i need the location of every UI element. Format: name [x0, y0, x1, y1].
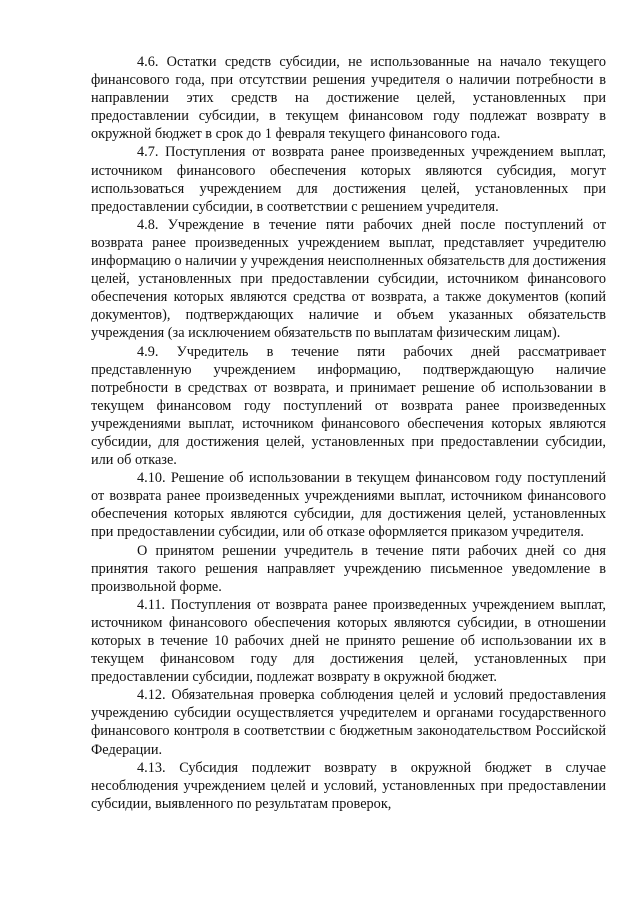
paragraph-4-6: 4.6. Остатки средств субсидии, не использованные на начало текущего финансового года, при отсутствии решения учредителя о наличии потребности в направлении этих средств на достижение целей, установленных при предоставлении субсидии, в текущем финансовом году подлежат возврату в окружной бюджет в срок до 1 февраля текущего финансового года.	[91, 54, 606, 143]
paragraph-4-8: 4.8. Учреждение в течение пяти рабочих дней после поступлений от возврата ранее произведенных учреждением выплат, представляет учредителю информацию о наличии у учреждения неисполненных обязательств для достижения целей, установленных при предоставлении субсидии, источником финансового обеспечения которых являются средства от возврата, а также документов (копий документов), подтверждающих наличие и объем указанных обязательств учреждения (за исключением обязательств по выплатам физическим лицам).	[91, 216, 606, 342]
paragraph-4-13: 4.13. Субсидия подлежит возврату в окружной бюджет в случае несоблюдения учреждением целей и условий, установленных при предоставлении субсидии, выявленного по результатам проверок,	[91, 759, 606, 812]
paragraph-4-7: 4.7. Поступления от возврата ранее произведенных учреждением выплат, источником финансового обеспечения которых являются субсидия, могут использоваться учреждением для достижения целей, установленных при предоставлении субсидии, в соответствии с решением учредителя.	[91, 144, 606, 215]
paragraph-4-12: 4.12. Обязательная проверка соблюдения целей и условий предоставления учреждению субсидии осуществляется учредителем и органами государственного финансового контроля в соответствии с бюджетным законодательством Российской Федерации.	[91, 687, 606, 758]
paragraph-4-9: 4.9. Учредитель в течение пяти рабочих дней рассматривает представленную учреждением информацию, подтверждающую наличие потребности в средствах от возврата, и принимает решение об использовании в текущем финансовом году поступлений от возврата ранее произведенных учреждениями выплат, источником финансового обеспечения которых являются субсидии, для достижения целей, установленных при предоставлении субсидии, или об отказе.	[91, 343, 606, 469]
paragraph-4-10: 4.10. Решение об использовании в текущем финансовом году поступлений от возврата ранее произведенных учреждениями выплат, источником финансового обеспечения которых являются субсидии, для достижения целей, установленных при предоставлении субсидии, или об отказе оформляется приказом учредителя.	[91, 470, 606, 541]
paragraph-4-11: 4.11. Поступления от возврата ранее произведенных учреждением выплат, источником финансового обеспечения которых являются субсидии, в отношении которых в течение 10 рабочих дней не принято решение об использовании их в текущем финансовом году для достижения целей, установленных при предоставлении субсидии, подлежат возврату в окружной бюджет.	[91, 596, 606, 686]
paragraph-notification: О принятом решении учредитель в течение пяти рабочих дней со дня принятия такого решения направляет учреждению письменное уведомление в произвольной форме.	[91, 542, 606, 595]
